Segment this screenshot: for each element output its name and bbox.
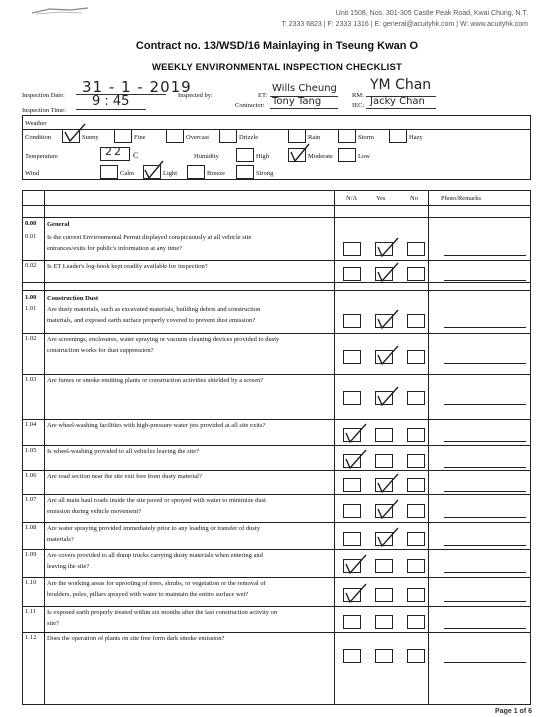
remarks-line[interactable] bbox=[444, 280, 526, 281]
checkbox-no[interactable] bbox=[407, 267, 425, 281]
item-number: 1.05 bbox=[25, 447, 37, 454]
question-line: Does the operation of plants on site free form dark smoke emission? bbox=[47, 635, 225, 642]
checkbox-calm[interactable] bbox=[100, 165, 118, 179]
checkbox-na[interactable] bbox=[343, 314, 361, 328]
checkbox-no[interactable] bbox=[407, 504, 425, 518]
et-value: Wills Cheung bbox=[272, 83, 337, 94]
checkbox-yes[interactable] bbox=[375, 428, 393, 442]
remarks-line[interactable] bbox=[444, 363, 526, 364]
page-number: Page 1 of 6 bbox=[495, 708, 532, 715]
checkbox-no[interactable] bbox=[407, 649, 425, 663]
checkbox-high[interactable] bbox=[236, 148, 254, 162]
question-line: site? bbox=[47, 620, 59, 627]
option-breeze: Breeze bbox=[207, 170, 226, 177]
contractor-value: Tony Tang bbox=[272, 96, 322, 107]
checkmark-icon bbox=[374, 236, 400, 258]
checkmark-icon bbox=[374, 261, 400, 283]
question-line: Are wheel-washing facilities with high-pressure water jets provided at all site exits? bbox=[47, 422, 266, 429]
temperature-value: 22 bbox=[105, 145, 123, 158]
question-line: materials, and exposed earth surface properly covered to prevent dust emission? bbox=[47, 317, 256, 324]
option-drizzle: Drizzle bbox=[239, 134, 259, 141]
remarks-line[interactable] bbox=[444, 545, 526, 546]
question-line: boulders, poles, pillars sprayed with water to maintain the entire surface wet? bbox=[47, 591, 249, 598]
checkbox-yes[interactable] bbox=[375, 559, 393, 573]
checkbox-overcast[interactable] bbox=[166, 129, 184, 143]
item-question bbox=[47, 446, 332, 457]
option-calm: Calm bbox=[120, 170, 135, 177]
checkbox-fine[interactable] bbox=[114, 129, 132, 143]
checkbox-na[interactable] bbox=[343, 504, 361, 518]
remarks-line[interactable] bbox=[444, 628, 526, 629]
checkmark-icon bbox=[374, 526, 400, 548]
section-title: General bbox=[47, 221, 70, 228]
section-number: 0.00 bbox=[25, 220, 37, 227]
time-underline bbox=[76, 109, 146, 110]
col-header-remarks: Photo/Remarks bbox=[441, 195, 482, 202]
checkbox-no[interactable] bbox=[407, 559, 425, 573]
checkbox-no[interactable] bbox=[407, 478, 425, 492]
item-question bbox=[47, 633, 332, 644]
condition-label: Condition bbox=[25, 134, 52, 141]
checkmark-icon bbox=[374, 344, 400, 366]
column-divider bbox=[428, 191, 429, 704]
row-divider bbox=[23, 290, 530, 291]
item-number: 1.12 bbox=[25, 634, 37, 641]
item-number: 1.01 bbox=[25, 305, 37, 312]
option-strong: Strong bbox=[256, 170, 274, 177]
option-overcast: Overcast bbox=[186, 134, 210, 141]
item-number: 1.08 bbox=[25, 524, 37, 531]
remarks-line[interactable] bbox=[444, 662, 526, 663]
checkbox-no[interactable] bbox=[407, 314, 425, 328]
item-question bbox=[47, 334, 332, 356]
checkbox-rain[interactable] bbox=[288, 129, 306, 143]
remarks-line[interactable] bbox=[444, 327, 526, 328]
item-number: 1.07 bbox=[25, 496, 37, 503]
checkbox-no[interactable] bbox=[407, 532, 425, 546]
checkbox-yes[interactable] bbox=[375, 588, 393, 602]
remarks-line[interactable] bbox=[444, 491, 526, 492]
checkbox-strong[interactable] bbox=[236, 165, 254, 179]
remarks-line[interactable] bbox=[444, 467, 526, 468]
column-divider bbox=[44, 191, 45, 704]
option-hazy: Hazy bbox=[409, 134, 423, 141]
company-address bbox=[281, 8, 528, 30]
checkmark-icon bbox=[287, 142, 311, 164]
weather-divider bbox=[23, 129, 530, 130]
item-number: 1.11 bbox=[25, 608, 37, 615]
checkbox-yes[interactable] bbox=[375, 649, 393, 663]
item-question bbox=[47, 420, 332, 431]
weather-table bbox=[22, 115, 531, 180]
question-line: leaving the site? bbox=[47, 563, 90, 570]
question-line: Is wheel-washing provided to all vehicles leaving the site? bbox=[47, 448, 199, 455]
checkbox-hazy[interactable] bbox=[389, 129, 407, 143]
inspection-time-label: Inspection Time: bbox=[22, 107, 66, 114]
checkmark-icon bbox=[374, 385, 400, 407]
item-question bbox=[47, 607, 332, 629]
item-number: 0.02 bbox=[25, 262, 37, 269]
checkbox-no[interactable] bbox=[407, 242, 425, 256]
checkbox-na[interactable] bbox=[343, 391, 361, 405]
checkbox-yes[interactable] bbox=[375, 454, 393, 468]
remarks-line[interactable] bbox=[444, 404, 526, 405]
checkbox-drizzle[interactable] bbox=[219, 129, 237, 143]
item-question bbox=[47, 261, 332, 272]
item-number: 1.04 bbox=[25, 421, 37, 428]
question-line: Are all main haul roads inside the site paved or sprayed with water to minimize dust bbox=[47, 497, 266, 504]
checkmark-icon bbox=[342, 553, 368, 575]
checkmark-icon bbox=[374, 472, 400, 494]
checkbox-low[interactable] bbox=[338, 148, 356, 162]
option-moderate: Moderate bbox=[308, 153, 333, 160]
rm-value: YM Chan bbox=[370, 77, 432, 93]
checkbox-no[interactable] bbox=[407, 428, 425, 442]
question-line: emission during vehicle movement? bbox=[47, 508, 142, 515]
contractor-underline bbox=[270, 108, 338, 109]
checkmark-icon bbox=[61, 122, 87, 144]
checklist-table bbox=[22, 190, 531, 705]
checkbox-na[interactable] bbox=[343, 350, 361, 364]
checkbox-no[interactable] bbox=[407, 454, 425, 468]
question-line: Are covers provided to all dump trucks carrying dusty materials when entering and bbox=[47, 552, 263, 559]
weather-label: Weather bbox=[25, 120, 47, 127]
checkbox-na[interactable] bbox=[343, 532, 361, 546]
inspection-date-value: 31 - 1 - 2019 bbox=[82, 78, 192, 96]
question-line: construction works for dust suppression? bbox=[47, 347, 154, 354]
question-line: Are screenings, enclosures, water spraying or vacuum cleaning devices provided to dusty bbox=[47, 336, 280, 343]
item-number: 1.03 bbox=[25, 376, 37, 383]
question-line: Are dusty materials, such as excavated materials, building debris and construction bbox=[47, 306, 261, 313]
item-question bbox=[47, 232, 332, 254]
item-question bbox=[47, 523, 332, 545]
humidity-label: Humidity bbox=[194, 153, 219, 160]
question-line: entrances/exits for public's information at any time? bbox=[47, 245, 183, 252]
wind-label: Wind bbox=[25, 170, 40, 177]
question-line: materials? bbox=[47, 536, 74, 543]
remarks-line[interactable] bbox=[444, 517, 526, 518]
checkbox-na[interactable] bbox=[343, 242, 361, 256]
option-storm: Storm bbox=[358, 134, 374, 141]
col-header-yes: Yes bbox=[376, 195, 386, 202]
item-question bbox=[47, 495, 332, 517]
option-fine: Fine bbox=[134, 134, 146, 141]
checkbox-na[interactable] bbox=[343, 649, 361, 663]
checkbox-na[interactable] bbox=[343, 615, 361, 629]
item-question bbox=[47, 304, 332, 326]
checkbox-na[interactable] bbox=[343, 478, 361, 492]
remarks-line[interactable] bbox=[444, 601, 526, 602]
et-label: ET: bbox=[258, 92, 268, 99]
item-number: 1.02 bbox=[25, 335, 37, 342]
temperature-label: Temperature bbox=[25, 153, 58, 160]
option-light: Light bbox=[163, 170, 178, 177]
checkmark-icon bbox=[141, 160, 165, 180]
inspection-date-label: Inspection Date: bbox=[22, 92, 65, 99]
item-number: 1.06 bbox=[25, 472, 37, 479]
item-question bbox=[47, 578, 332, 600]
iec-value: Jacky Chan bbox=[370, 96, 425, 107]
checkbox-no[interactable] bbox=[407, 350, 425, 364]
contractor-label: Contractor: bbox=[235, 102, 265, 109]
checkbox-no[interactable] bbox=[407, 391, 425, 405]
company-logo bbox=[30, 6, 90, 16]
iec-underline bbox=[366, 108, 436, 109]
address-line: Unit 1508, Nos. 301-305 Castle Peak Road, Kwai Chung, N.T. bbox=[335, 10, 528, 17]
iec-label: IEC: bbox=[352, 102, 365, 109]
question-line: Are road section near the site exit free from dusty material? bbox=[47, 473, 202, 480]
item-number: 0.01 bbox=[25, 233, 37, 240]
checkmark-icon bbox=[342, 448, 368, 470]
question-line: Are the working areas for uprooting of trees, shrubs, or vegetation or the removal of bbox=[47, 580, 266, 587]
option-rain: Rain bbox=[308, 134, 321, 141]
column-divider bbox=[334, 191, 335, 704]
section-number: 1.00 bbox=[25, 294, 37, 301]
temperature-unit: C bbox=[133, 151, 139, 160]
row-divider bbox=[23, 205, 530, 206]
checkmark-icon bbox=[342, 582, 368, 604]
item-number: 1.10 bbox=[25, 579, 37, 586]
row-divider bbox=[23, 282, 530, 283]
question-line: Are fumes or smoke emitting plants or construction activities shielded by a screen? bbox=[47, 377, 264, 384]
question-line: Are water spraying provided immediately prior to any loading or transfer of dusty bbox=[47, 525, 260, 532]
col-header-no: No bbox=[410, 195, 418, 202]
section-title: Construction Dust bbox=[47, 295, 99, 302]
question-line: Is ET Leader's log-book kept readily available for inspection? bbox=[47, 263, 208, 270]
checkbox-breeze[interactable] bbox=[187, 165, 205, 179]
item-question bbox=[47, 471, 332, 482]
remarks-line[interactable] bbox=[444, 441, 526, 442]
contact-line: T: 2333 6823 | F: 2333 1316 | E: general@acuityhk.com | W: www.acuityhk.com bbox=[281, 21, 528, 28]
rm-label: RM: bbox=[352, 92, 364, 99]
item-question bbox=[47, 375, 332, 386]
checklist-title: WEEKLY ENVIRONMENTAL INSPECTION CHECKLIST bbox=[151, 62, 403, 73]
remarks-line[interactable] bbox=[444, 572, 526, 573]
option-sunny: Sunny bbox=[82, 134, 99, 141]
remarks-line[interactable] bbox=[444, 255, 526, 256]
checkmark-icon bbox=[342, 422, 368, 444]
checkmark-icon bbox=[374, 498, 400, 520]
checkbox-no[interactable] bbox=[407, 588, 425, 602]
option-high: High bbox=[256, 153, 269, 160]
question-line: Is exposed earth properly treated within six months after the last construction activity on bbox=[47, 609, 278, 616]
item-question bbox=[47, 550, 332, 572]
checkbox-no[interactable] bbox=[407, 615, 425, 629]
checkbox-yes[interactable] bbox=[375, 615, 393, 629]
contract-title: Contract no. 13/WSD/16 Mainlaying in Tseung Kwan O bbox=[135, 40, 419, 52]
checkmark-icon bbox=[374, 308, 400, 330]
checkbox-storm[interactable] bbox=[338, 129, 356, 143]
item-number: 1.09 bbox=[25, 551, 37, 558]
question-line: Is the current Environmental Permit displayed conspicuously at all vehicle site bbox=[47, 234, 252, 241]
inspected-by-label: Inspected by: bbox=[178, 92, 213, 99]
row-divider bbox=[23, 217, 530, 218]
col-header-na: N/A bbox=[346, 195, 358, 202]
option-low: Low bbox=[358, 153, 370, 160]
inspection-time-value: 9 : 45 bbox=[92, 94, 130, 109]
checkbox-na[interactable] bbox=[343, 267, 361, 281]
